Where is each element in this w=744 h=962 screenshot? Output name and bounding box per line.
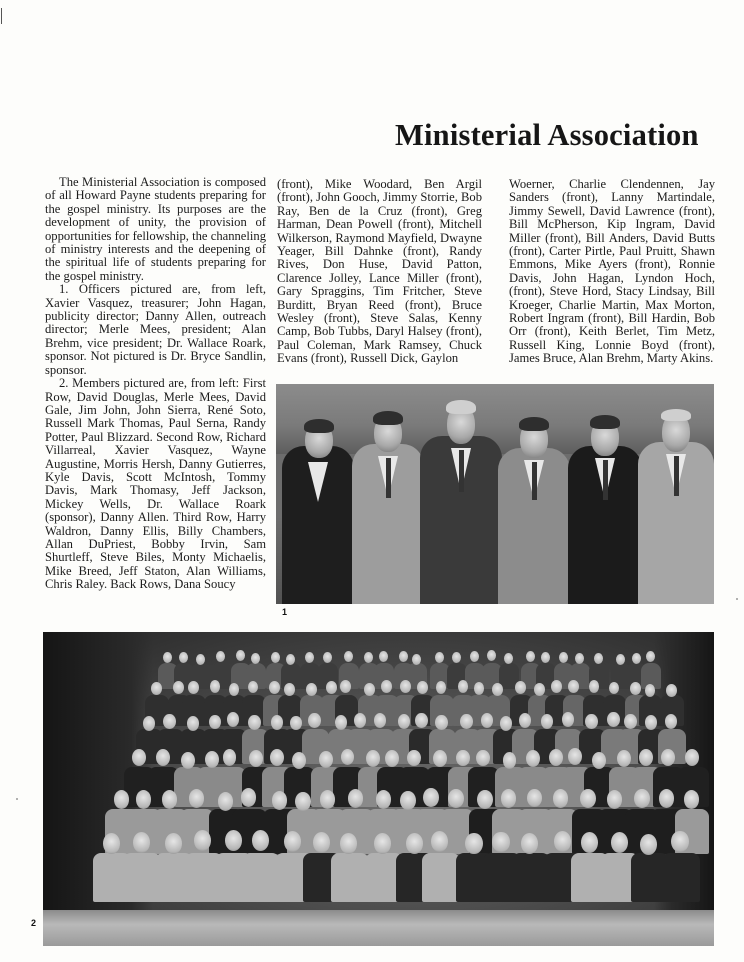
member-body: [331, 853, 369, 902]
member-face: [236, 650, 245, 661]
text-column-2: [277, 178, 482, 366]
member-face: [607, 712, 619, 727]
members-caption-continued-2: Woerner, Charlie Clendennen, Jay Sanders (front), Lanny Martindale, Jimmy Sewell, David Lawrence (front), Bill McPherson, Kip Ingram, David Miller (front), Bill Anders, David Butts (front), Carter Pirtle, Paul Pruitt, Shawn Emmons, Mike Ayers (front), Ronnie Davis, John Hagan, Lyndon Hoch, (front), Steve Hord, Stacy Lindsay, Bill Kroeger, Charlie Martin, Max Morton, Robert Ingram (front), Bill Hardin, Bob Orr (front), Keith Berlet, Tim Metz, Russell King, Lonnie Boyd (front), James Bruce, Alan Brehm, Marty Akins.: [509, 177, 715, 366]
member-face: [521, 833, 538, 854]
member-face: [225, 830, 242, 851]
member-face: [448, 789, 463, 808]
member-face: [541, 652, 550, 663]
member-face: [209, 715, 221, 730]
member-face: [611, 832, 628, 853]
member-face: [487, 650, 496, 661]
margin-dot: [736, 598, 738, 600]
member-face: [519, 713, 531, 728]
officer-figure: [638, 396, 714, 604]
member-face: [308, 713, 320, 728]
member-body: [422, 853, 460, 902]
member-face: [163, 714, 175, 729]
member-face: [594, 653, 603, 664]
officer-figure: [352, 398, 424, 604]
officer-figure: [498, 404, 570, 604]
member-face: [103, 833, 120, 854]
member-face: [406, 833, 423, 854]
member-face: [374, 713, 386, 728]
member-face: [554, 831, 571, 852]
member-face: [581, 832, 598, 853]
member-face: [616, 654, 625, 665]
member-face: [133, 832, 150, 853]
margin-mark: [1, 8, 2, 24]
member-face: [272, 791, 287, 810]
member-face: [500, 716, 512, 731]
member-face: [526, 651, 535, 662]
member-face: [398, 714, 410, 729]
member-face: [630, 682, 641, 695]
margin-dot: [16, 798, 18, 800]
church-pews: [43, 910, 714, 946]
member-face: [379, 651, 388, 662]
member-face: [132, 749, 146, 766]
members-caption: 2. Members pictured are, from left: First Row, David Douglas, Merle Mees, David Gale, Jim John, John Sierra, René Soto, Russell Mark Thomas, Paul Serna, Randy Potter, Paul Blizzard. Second Row, Richard Villarreal, Xavier Vasquez, Wayne Augustine, Morris Hersh, Danny Gutierres, Kyle Davis, Scott McIntosh, Tommy Davis, Mark Thomasy, Jeff Jackson, Mickey Wells, Dr. Wallace Roark (sponsor), Danny Allen. Third Row, Harry Waldron, Danny Ellis, Billy Chambers, Allan DuPriest, Bobby Irvin, Sam Shurtleff, Steve Biles, Monty Michaelis, Mike Breed, Jeff Staton, Alan Williams, Chris Raley. Back Rows, Dana Soucy: [45, 376, 266, 592]
member-face: [435, 652, 444, 663]
member-face: [589, 680, 600, 693]
officer-figure: [420, 390, 502, 604]
member-face: [335, 715, 347, 730]
member-face: [218, 792, 233, 811]
member-face: [470, 651, 479, 662]
member-face: [400, 791, 415, 810]
member-face: [474, 682, 485, 695]
member-face: [609, 682, 620, 695]
member-face: [165, 833, 182, 854]
member-face: [585, 714, 597, 729]
officers-photo: [276, 384, 714, 604]
member-face: [305, 652, 314, 663]
member-face: [476, 750, 490, 767]
member-face: [617, 750, 631, 767]
member-face: [501, 789, 516, 808]
member-face: [248, 681, 259, 694]
member-face: [452, 652, 461, 663]
member-face: [290, 716, 302, 731]
member-face: [313, 832, 330, 853]
member-face: [526, 750, 540, 767]
member-face: [551, 680, 562, 693]
member-body: [662, 853, 700, 902]
member-face: [295, 792, 310, 811]
member-face: [151, 682, 162, 695]
member-face: [216, 651, 225, 662]
member-face: [460, 714, 472, 729]
member-face: [645, 684, 656, 697]
member-face: [292, 752, 306, 769]
member-face: [270, 749, 284, 766]
member-face: [381, 680, 392, 693]
member-face: [515, 681, 526, 694]
member-face: [592, 752, 606, 769]
member-face: [492, 832, 509, 853]
member-face: [504, 653, 513, 664]
member-face: [435, 715, 447, 730]
member-face: [366, 750, 380, 767]
member-face: [227, 712, 239, 727]
member-face: [492, 683, 503, 696]
text-column-3: [509, 178, 715, 366]
member-face: [477, 790, 492, 809]
member-face: [456, 750, 470, 767]
member-face: [306, 683, 317, 696]
member-face: [181, 752, 195, 769]
member-face: [415, 713, 427, 728]
member-face: [143, 716, 155, 731]
member-face: [645, 715, 657, 730]
member-face: [205, 751, 219, 768]
member-face: [223, 749, 237, 766]
officer-figure: [282, 404, 354, 604]
member-face: [407, 750, 421, 767]
member-face: [248, 715, 260, 730]
member-face: [458, 680, 469, 693]
photo-2-number: 2: [31, 918, 37, 928]
member-face: [639, 749, 653, 766]
member-face: [163, 652, 172, 663]
member-face: [465, 833, 482, 854]
member-face: [632, 653, 641, 664]
member-face: [271, 715, 283, 730]
member-face: [559, 652, 568, 663]
member-face: [436, 681, 447, 694]
member-face: [364, 652, 373, 663]
members-caption-continued: (front), Mike Woodard, Ben Argil (front), John Gooch, Jimmy Storrie, Bob Ray, Ben de la Cruz (front), Greg Harman, Dean Powell (front), Mitchell Wilkerson, Raymond Mayfield, Dwayne Yeager, Bill Dahnke (front), Randy Rives, Don Huse, David Patton, Clarence Jolley, Lance Miller (front), Gary Spraggins, Tim Fritcher, Steve Burditt, Bryan Reed (front), Bruce Wesley (front), Steve Salas, Kenny Camp, Bob Tubbs, Daryl Halsey (front), Paul Coleman, Mark Ramsey, Chuck Evans (front), Russell Dick, Gaylon: [277, 177, 482, 366]
member-face: [364, 683, 375, 696]
member-face: [251, 653, 260, 664]
member-face: [607, 790, 622, 809]
member-face: [640, 834, 657, 855]
member-face: [534, 683, 545, 696]
member-face: [659, 789, 674, 808]
member-face: [661, 749, 675, 766]
member-face: [326, 681, 337, 694]
member-face: [319, 751, 333, 768]
member-face: [580, 789, 595, 808]
member-face: [671, 831, 688, 852]
member-face: [433, 750, 447, 767]
member-face: [399, 651, 408, 662]
member-face: [249, 750, 263, 767]
member-face: [269, 681, 280, 694]
member-face: [189, 789, 204, 808]
member-face: [271, 652, 280, 663]
member-face: [188, 681, 199, 694]
member-face: [666, 684, 677, 697]
member-face: [417, 681, 428, 694]
member-face: [568, 680, 579, 693]
member-face: [503, 752, 517, 769]
intro-paragraph: The Ministerial Association is composed of all Howard Payne students preparing for the gospel ministry. Its purposes are the development of unity, the provision of opportunities for fellowship, the channeling of ministry interests and the deepening of the spiritual life of students preparing for the gospel ministry.: [45, 175, 266, 283]
member-face: [344, 651, 353, 662]
member-face: [284, 683, 295, 696]
member-face: [156, 749, 170, 766]
member-face: [179, 652, 188, 663]
photo-1-number: 1: [282, 607, 288, 617]
member-face: [323, 652, 332, 663]
member-face: [481, 713, 493, 728]
member-face: [541, 714, 553, 729]
member-face: [210, 680, 221, 693]
member-face: [340, 680, 351, 693]
member-face: [252, 830, 269, 851]
member-face: [685, 749, 699, 766]
text-column-1: [45, 176, 266, 592]
member-face: [624, 714, 636, 729]
members-group-photo: [43, 632, 714, 946]
member-face: [400, 680, 411, 693]
member-face: [634, 789, 649, 808]
member-face: [173, 681, 184, 694]
member-face: [187, 716, 199, 731]
officers-caption: 1. Officers pictured are, from left, Xavier Vasquez, treasurer; John Hagan, publicity director; Danny Allen, outreach director; Merle Mees, president; Alan Brehm, vice president; Dr. Wallace Roark, sponsor. Not pictured is Dr. Bryce Sandlin, sponsor.: [45, 282, 266, 377]
page-title: Ministerial Association: [395, 118, 699, 152]
member-face: [385, 750, 399, 767]
member-face: [354, 713, 366, 728]
officer-figure: [568, 402, 642, 604]
